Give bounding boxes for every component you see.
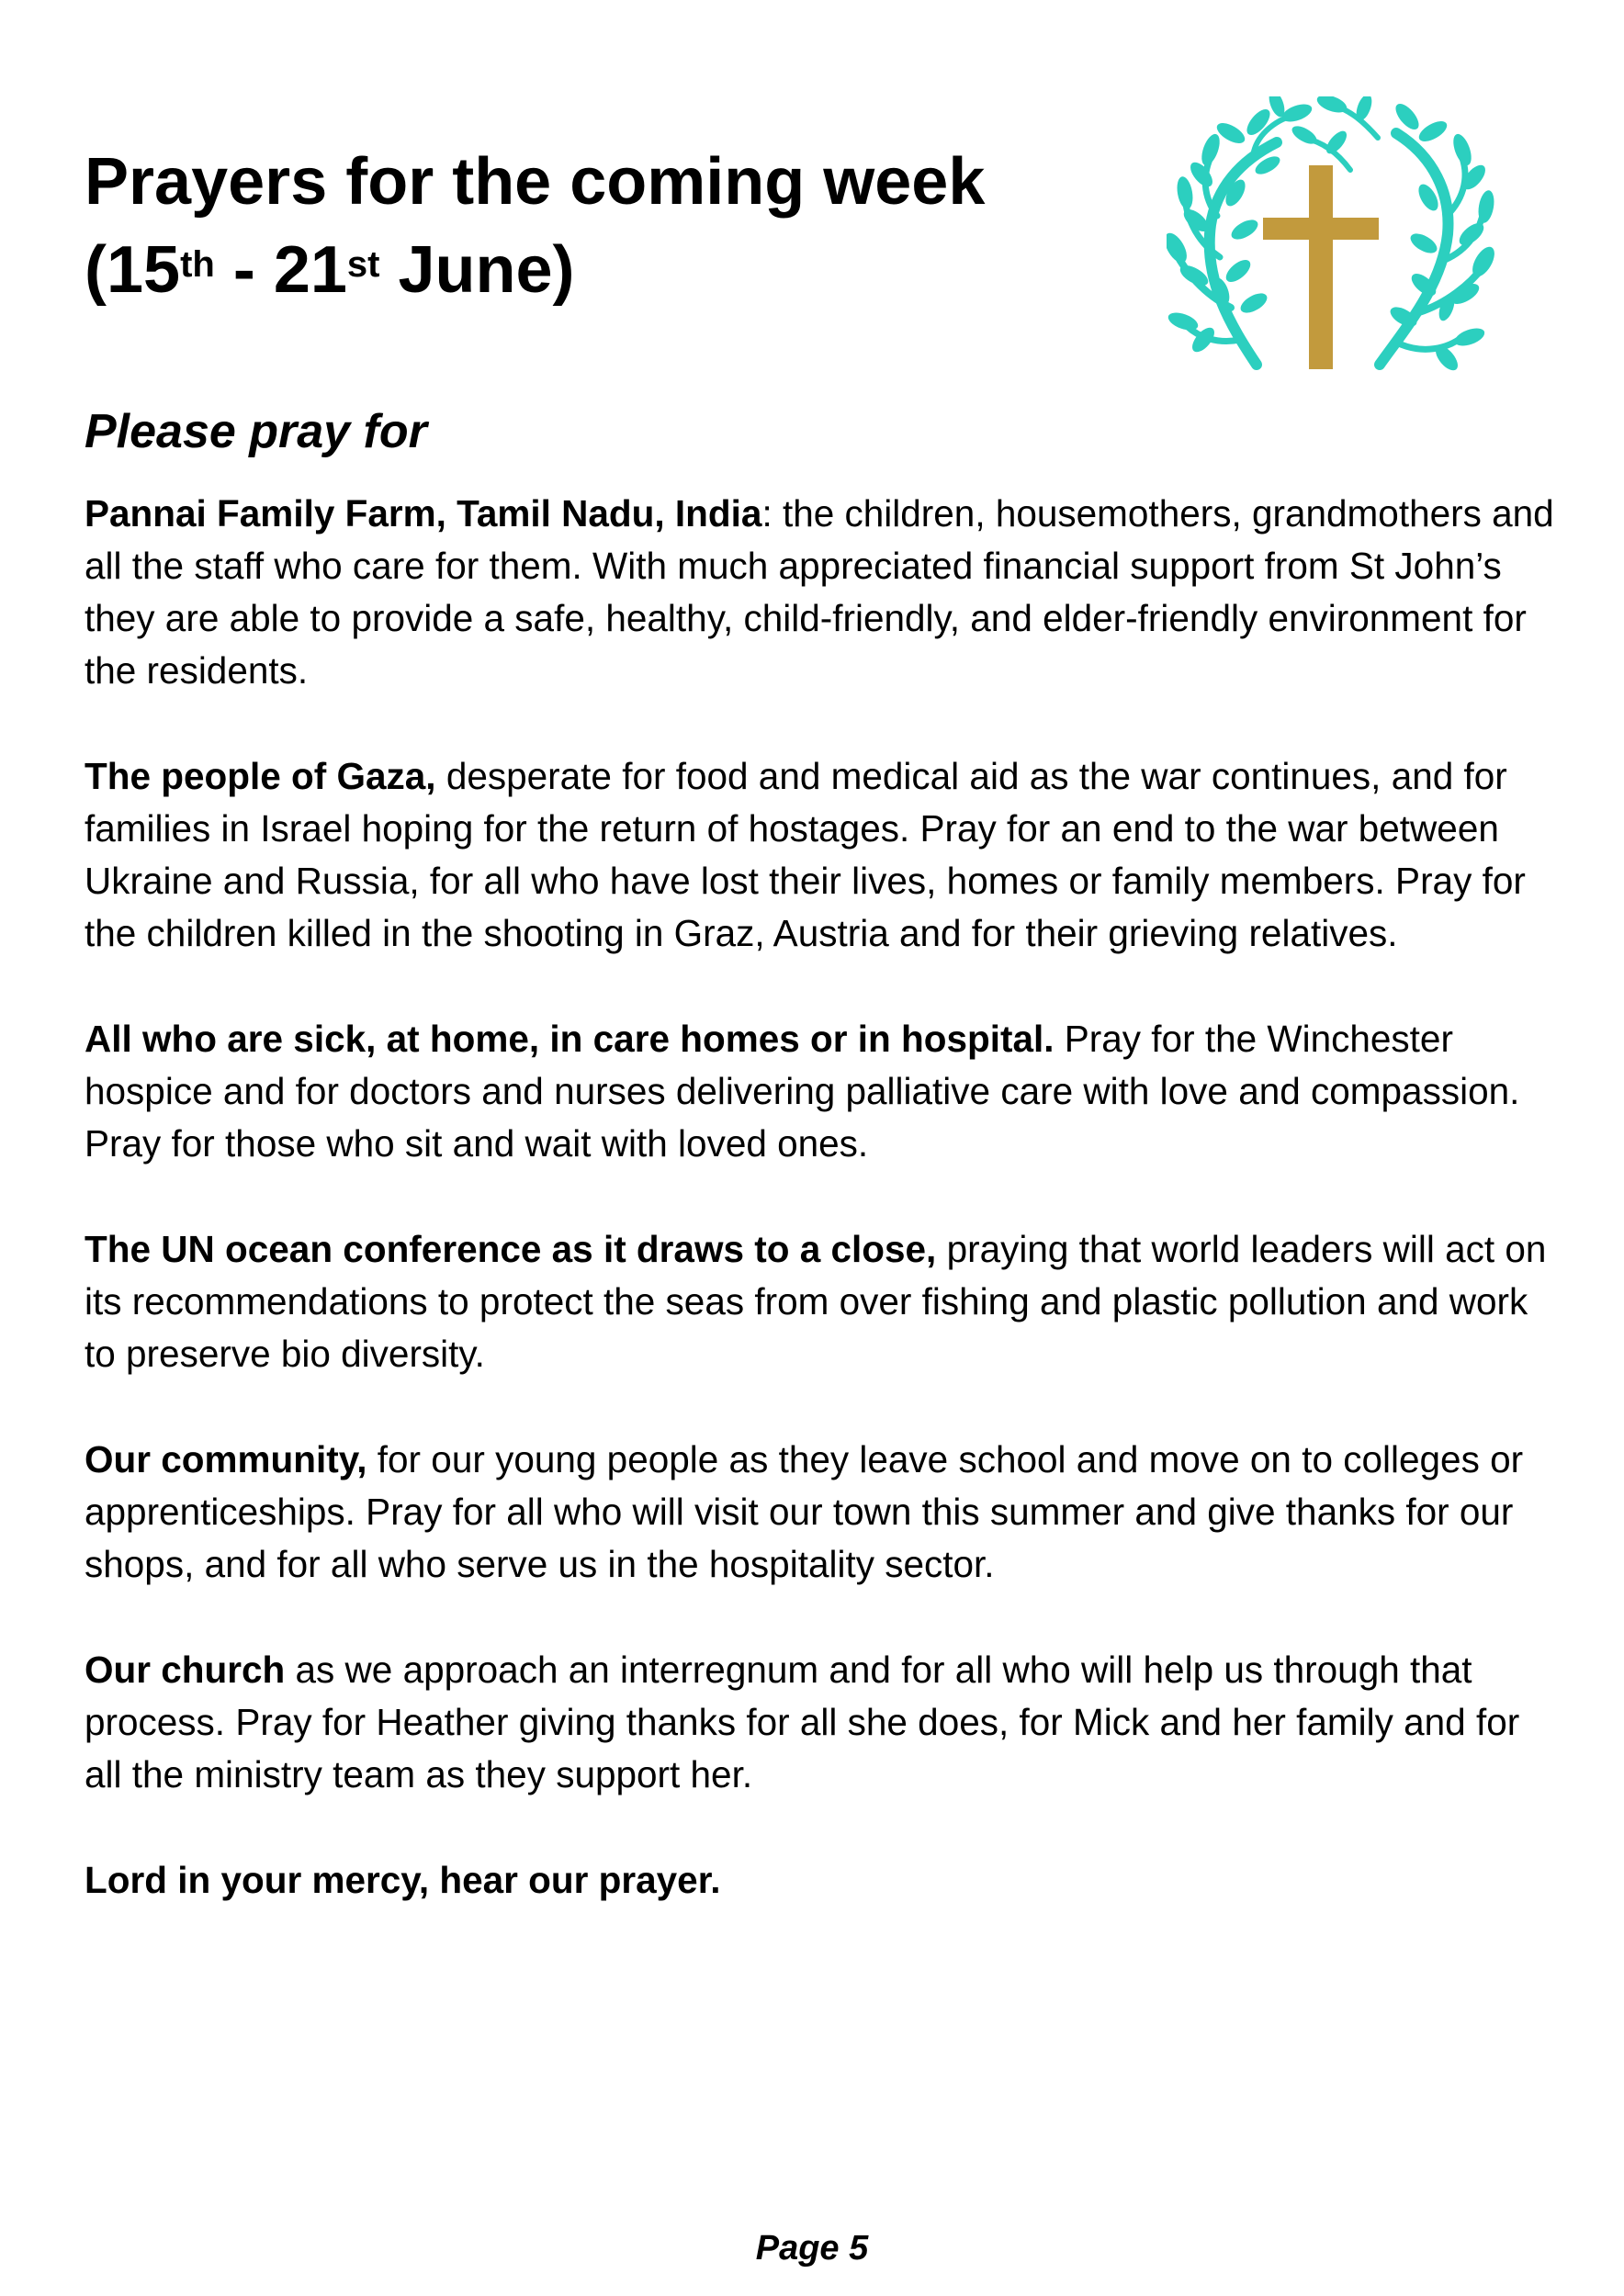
prayer-lead: Our church xyxy=(85,1649,286,1691)
tree-cross-icon xyxy=(1167,96,1497,390)
title-date-sup-th: th xyxy=(180,244,215,285)
prayer-paragraph-ocean xyxy=(85,1223,1554,1380)
title-date-open: (15 xyxy=(85,233,181,307)
prayer-lead: The UN ocean conference as it draws to a close, xyxy=(85,1228,937,1270)
prayer-lead: Pannai Family Farm, Tamil Nadu, India xyxy=(85,492,762,535)
prayer-text: as we approach an interregnum and for all who will help us through that process. Pray for Heather giving thanks for all she does, for Mick and her family and for all the ministry team as they support her. xyxy=(85,1649,1520,1795)
prayer-lead: Our community, xyxy=(85,1438,367,1480)
section-subtitle: Please pray for xyxy=(85,405,427,458)
page-number: Page 5 xyxy=(755,2229,869,2268)
title-date-sup-st: st xyxy=(346,244,380,285)
page-title xyxy=(85,138,1095,314)
prayer-text: praying that world leaders will act on its recommendations to protect the seas from over fishing and plastic pollution and work to preserve bio diversity. xyxy=(85,1228,1547,1375)
title-date-mid: - 21 xyxy=(214,233,347,307)
prayer-list xyxy=(85,488,1554,1907)
prayer-text: desperate for food and medical aid as the war continues, and for families in Israel hoping for the return of hostages. Pray for an end to the war between Ukraine and Russia, for all who have lost their lives, homes or family members. Pray for the children killed in the shooting in Graz, Austria and for their grieving relatives. xyxy=(85,755,1526,954)
prayer-paragraph-sick xyxy=(85,1013,1554,1170)
title-date-end: June) xyxy=(379,233,575,307)
prayer-paragraph-gaza xyxy=(85,750,1554,960)
prayer-paragraph-pannai xyxy=(85,488,1554,697)
title-line-1: Prayers for the coming week xyxy=(85,145,986,219)
prayer-lead: All who are sick, at home, in care homes or in hospital. xyxy=(85,1018,1054,1060)
prayer-text: Pray for the Winchester hospice and for doctors and nurses delivering palliative care with love and compassion. Pray for those who sit and wait with loved ones. xyxy=(85,1018,1520,1165)
prayer-text: for our young people as they leave school and move on to colleges or apprenticeships. Pray for all who will visit our town this summer and give thanks for our shops, and for all who serve us in the hospitality sector. xyxy=(85,1438,1524,1585)
prayer-paragraph-community xyxy=(85,1434,1554,1591)
prayer-text: : the children, housemothers, grandmothers and all the staff who care for them. With much appreciated financial support from St John’s they are able to provide a safe, healthy, child-friendly, and elder-friendly environment for the residents. xyxy=(85,492,1554,692)
prayer-lead: The people of Gaza, xyxy=(85,755,436,797)
prayer-paragraph-church xyxy=(85,1644,1554,1801)
closing-line: Lord in your mercy, hear our prayer. xyxy=(85,1859,721,1901)
